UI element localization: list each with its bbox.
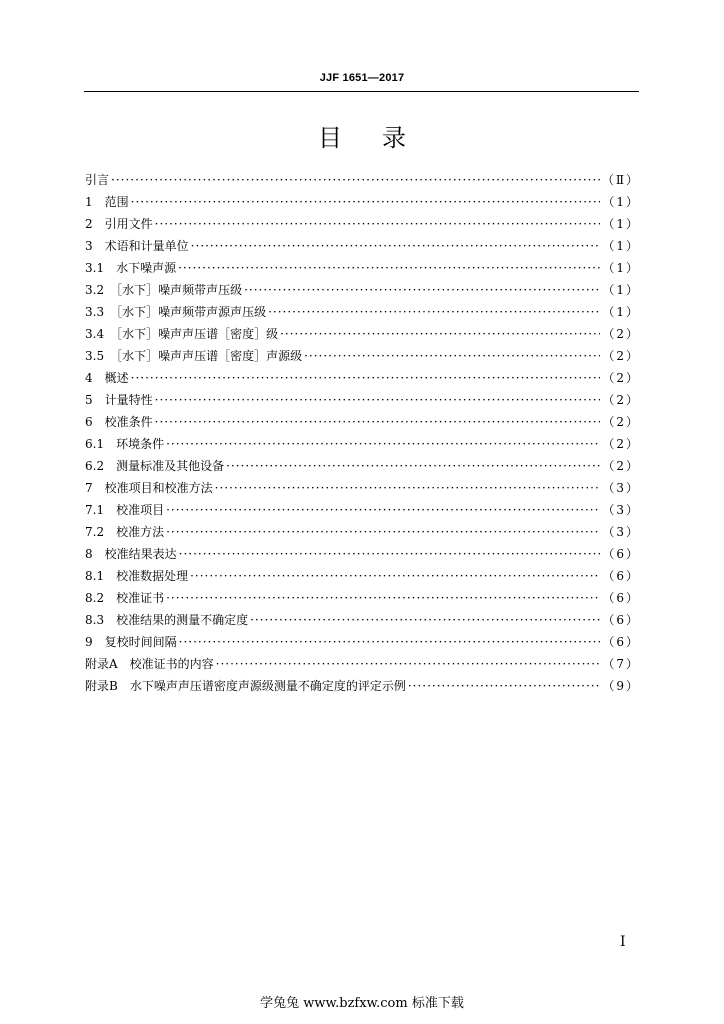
toc-entry[interactable] [85, 411, 640, 433]
toc-entry[interactable] [85, 345, 640, 367]
toc-entry[interactable] [85, 433, 640, 455]
toc-entry[interactable] [85, 521, 640, 543]
toc-dot-leader [179, 543, 601, 565]
toc-entry-label: 3.5 ［水下］噪声声压谱［密度］声源级 [85, 349, 303, 363]
toc-dot-leader [178, 257, 600, 279]
toc-entry-label: 引言 [85, 173, 110, 187]
toc-entry[interactable] [85, 477, 640, 499]
toc-entry[interactable] [85, 191, 640, 213]
toc-entry-page: （6） [602, 635, 640, 649]
toc-dot-leader [216, 653, 601, 675]
toc-entry-label: 3.3 ［水下］噪声频带声源声压级 [85, 305, 267, 319]
toc-dot-leader [280, 323, 600, 345]
toc-entry-page: （2） [602, 437, 640, 451]
toc-dot-leader [179, 631, 601, 653]
toc-entry-page: （6） [602, 591, 640, 605]
toc-entry[interactable] [85, 675, 640, 697]
standard-code-header: JJF 1651—2017 [319, 72, 405, 84]
toc-entry[interactable] [85, 169, 640, 191]
toc-entry-page: （6） [602, 613, 640, 627]
toc-dot-leader [111, 169, 600, 191]
footer-watermark: 学兔兔 www.bzfxw.com 标准下载 [260, 996, 464, 1011]
toc-entry[interactable] [85, 455, 640, 477]
toc-entry[interactable] [85, 301, 640, 323]
toc-entry-label: 3 术语和计量单位 [85, 239, 189, 253]
toc-entry-label: 8 校准结果表达 [85, 547, 177, 561]
toc-dot-leader [166, 433, 600, 455]
toc-entry[interactable] [85, 257, 640, 279]
toc-entry-label: 7.2 校准方法 [85, 525, 165, 539]
toc-entry-label: 8.3 校准结果的测量不确定度 [85, 613, 249, 627]
toc-dot-leader [155, 389, 601, 411]
toc-entry[interactable] [85, 213, 640, 235]
toc-entry-label: 9 复校时间间隔 [85, 635, 177, 649]
toc-dot-leader [191, 235, 601, 257]
toc-entry-page: （9） [602, 679, 640, 693]
toc-entry-page: （6） [602, 547, 640, 561]
toc-dot-leader [304, 345, 600, 367]
toc-entry-label: 6.1 环境条件 [85, 437, 165, 451]
toc-dot-leader [131, 367, 601, 389]
toc-dot-leader [226, 455, 600, 477]
table-of-contents [85, 169, 640, 697]
toc-entry-page: （1） [602, 261, 640, 275]
toc-dot-leader [166, 521, 600, 543]
toc-entry-page: （6） [602, 569, 640, 583]
toc-entry-label: 3.2 ［水下］噪声频带声压级 [85, 283, 243, 297]
toc-entry-page: （2） [602, 459, 640, 473]
toc-entry-page: （2） [602, 415, 640, 429]
toc-entry-label: 4 概述 [85, 371, 129, 385]
toc-entry-page: （3） [602, 525, 640, 539]
toc-entry[interactable] [85, 367, 640, 389]
toc-entry-page: （1） [602, 305, 640, 319]
toc-entry-label: 8.2 校准证书 [85, 591, 165, 605]
toc-dot-leader [155, 213, 601, 235]
toc-entry-page: （3） [602, 481, 640, 495]
toc-entry-page: （2） [602, 327, 640, 341]
toc-entry-label: 附录B 水下噪声声压谱密度声源级测量不确定度的评定示例 [85, 679, 406, 693]
toc-dot-leader [166, 587, 600, 609]
toc-entry-label: 3.1 水下噪声源 [85, 261, 177, 275]
toc-entry[interactable] [85, 609, 640, 631]
toc-entry-label: 2 引用文件 [85, 217, 153, 231]
toc-entry[interactable] [85, 389, 640, 411]
toc-entry-label: 7 校准项目和校准方法 [85, 481, 213, 495]
toc-dot-leader [166, 499, 600, 521]
toc-entry-page: （1） [602, 239, 640, 253]
toc-entry-page: （Ⅱ） [601, 173, 640, 187]
toc-entry[interactable] [85, 323, 640, 345]
page-number: I [620, 934, 626, 950]
header-rule [84, 91, 639, 92]
toc-entry[interactable] [85, 653, 640, 675]
toc-entry-label: 6 校准条件 [85, 415, 153, 429]
toc-entry-label: 8.1 校准数据处理 [85, 569, 189, 583]
toc-dot-leader [190, 565, 600, 587]
toc-entry[interactable] [85, 499, 640, 521]
toc-entry-page: （1） [602, 283, 640, 297]
toc-entry-page: （3） [602, 503, 640, 517]
toc-entry-page: （2） [602, 393, 640, 407]
page-title: 目录 [318, 124, 446, 152]
toc-entry-label: 6.2 测量标准及其他设备 [85, 459, 225, 473]
toc-entry-page: （1） [602, 195, 640, 209]
toc-entry-page: （7） [602, 657, 640, 671]
toc-dot-leader [268, 301, 600, 323]
toc-dot-leader [131, 191, 601, 213]
toc-entry-page: （2） [602, 349, 640, 363]
toc-entry[interactable] [85, 235, 640, 257]
toc-entry[interactable] [85, 565, 640, 587]
toc-dot-leader [155, 411, 601, 433]
toc-dot-leader [244, 279, 600, 301]
toc-dot-leader [215, 477, 601, 499]
toc-entry-label: 1 范围 [85, 195, 129, 209]
toc-entry[interactable] [85, 279, 640, 301]
toc-entry-label: 5 计量特性 [85, 393, 153, 407]
toc-entry-page: （2） [602, 371, 640, 385]
toc-entry-label: 7.1 校准项目 [85, 503, 165, 517]
toc-entry-label: 3.4 ［水下］噪声声压谱［密度］级 [85, 327, 279, 341]
toc-dot-leader [250, 609, 600, 631]
toc-entry[interactable] [85, 631, 640, 653]
toc-entry-label: 附录A 校准证书的内容 [85, 657, 214, 671]
toc-dot-leader [408, 675, 601, 697]
toc-entry[interactable] [85, 543, 640, 565]
toc-entry[interactable] [85, 587, 640, 609]
toc-entry-page: （1） [602, 217, 640, 231]
